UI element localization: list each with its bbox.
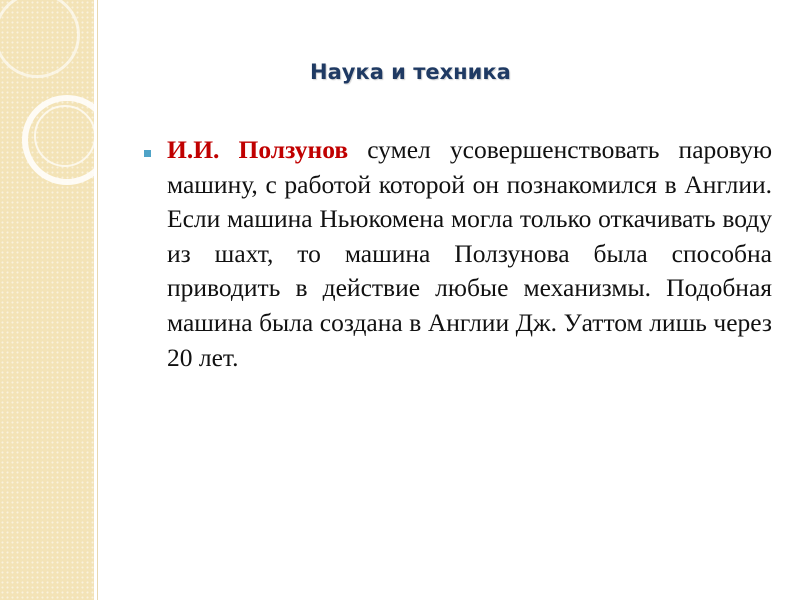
slide-title: Наука и техника <box>310 60 511 84</box>
paragraph-text: сумел усовершенствовать паровую машину, с работой которой он познакомился в Англии. Если машина Ньюкомена могла только откачивать воду из шахт, то машина Ползунова была способна приводить в действие любые механизмы. Подобная машина была создана в Англии Дж. Уаттом лишь через 20 лет. <box>167 135 772 372</box>
bullet-paragraph <box>167 133 772 375</box>
decorative-side-panel <box>0 0 94 600</box>
side-panel-divider <box>97 0 98 600</box>
decorative-inner-ring <box>34 105 96 167</box>
decorative-arc <box>0 0 80 78</box>
highlighted-name: И.И. Ползунов <box>167 135 349 164</box>
bullet-marker-icon <box>144 150 151 157</box>
